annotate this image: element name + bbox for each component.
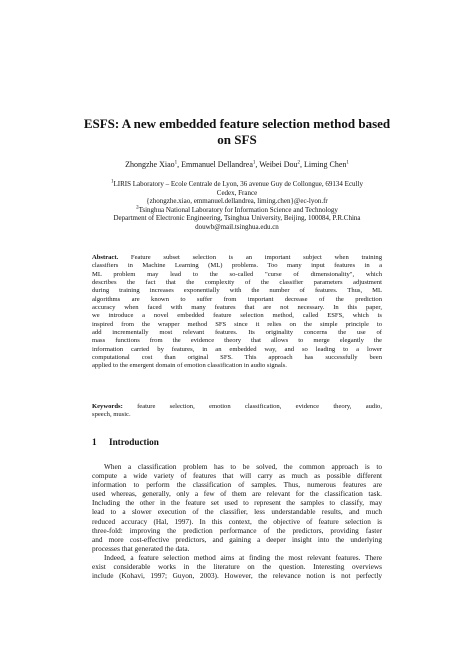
paragraph [92, 553, 382, 580]
text-line: Including the other in the feature set used to represent the samples to classify, may [92, 498, 382, 508]
affiliation-line: Cedex, France [216, 188, 258, 197]
abstract-line: algorithms are known to suffer from important decrease of the prediction [92, 295, 382, 303]
author-name: Weibei Dou [259, 160, 298, 169]
section-title: Introduction [109, 437, 159, 447]
text-line: reduced accuracy (Hal, 1997). In this context, the objective of feature selection is [92, 516, 382, 526]
affiliation-line: Department of Electronic Engineering, Tsinghua University, Beijing, 100084, P.R.China [113, 214, 361, 223]
keywords-label: Keywords: [92, 403, 123, 410]
abstract-line: computational cost than original SFS. This approach has successfully been [92, 354, 382, 362]
text-line: processes that generated the data. [92, 543, 190, 553]
text-line: three-fold: improving the prediction performance of the predictors, providing faster [92, 525, 382, 535]
section-number: 1 [92, 437, 97, 447]
affiliation-text: LIRIS Laboratory – Ecole Centrale de Lyon, 36 avenue Guy de Collongue, 69134 Ecully [113, 180, 363, 188]
author-name: Liming Chen [303, 160, 347, 169]
text-line: When a classification problem has to be solved, the common approach is to [104, 462, 382, 471]
introduction-body [92, 462, 382, 580]
text-line: Indeed, a feature selection method aims at finding the most relevant features. There [104, 552, 382, 562]
text-line: include (Kohavi, 1997; Guyon, 2003). However, the relevance notion is not perfectly [92, 571, 382, 581]
section-heading [92, 436, 159, 448]
abstract-line: describes the fact that the complexity of the classifier parameters adjustment [92, 279, 382, 287]
abstract-line: Feature subset selection is an important subject when training [130, 254, 382, 261]
keywords [92, 403, 382, 420]
abstract-label: Abstract. [92, 254, 119, 261]
author-name: Zhongzhe Xiao [125, 160, 175, 169]
paragraph [92, 462, 382, 553]
affiliation-email: {zhongzhe.xiao, emmanuel.dellandrea, liming.chen}@ec-lyon.fr [146, 197, 328, 206]
text-line: compute a wide variety of features that will carry as much as possible different [92, 471, 382, 481]
affiliation-mark: 1 [111, 179, 114, 185]
text-line: exist considerable works in the literature on the question. Interesting overviews [92, 562, 382, 572]
affiliation-text: Tsinghua National Laboratory for Information Science and Technology [138, 205, 338, 214]
author-affiliation-mark: 1 [174, 160, 178, 166]
abstract-line: inspired from the wrapper method SFS since it relies on the simple principle to [92, 320, 382, 328]
paper-title [60, 116, 414, 148]
abstract [92, 254, 382, 371]
text-line: used whereas, generally, only a few of them are relevant for the classification task. [92, 489, 382, 499]
text-line: lead to a slower execution of the classifier, less understandable results, and much [92, 507, 382, 517]
affiliations [40, 180, 434, 232]
title-line-2: on SFS [217, 132, 257, 147]
author-affiliation-mark: 1 [252, 160, 256, 166]
author-affiliation-mark: 1 [346, 160, 349, 166]
abstract-line: mass functions from the evidence theory that allows to merge elegantly the [92, 337, 382, 345]
affiliation-line [40, 180, 434, 189]
abstract-line: during training increases exponentially with the number of features. Thus, ML [92, 287, 382, 295]
title-line-1: ESFS: A new embedded feature selection method based [83, 116, 391, 131]
abstract-line: information carried by features, in an embedded way, and so leading to a lower [92, 345, 382, 353]
affiliation-email: douwb@mail.tsinghua.edu.cn [195, 222, 279, 231]
text-line: and more cost-effective predictors, and gaining a deeper insight into the underlying [92, 534, 382, 544]
author-affiliation-mark: 2 [297, 160, 300, 166]
author-list: Zhongzhe Xiao$^1$, Emmanuel Dellandrea$^1$, Weibei Dou$^2$, Liming Chen$^1$ [125, 160, 349, 169]
keywords-line: feature selection, emotion classification, evidence theory, audio, [137, 403, 382, 410]
abstract-line: we introduce a novel embedded feature selection method, called ESFS, which is [92, 312, 382, 320]
abstract-line: classifiers in Machine Learning (ML) problems. Too many input features in a [92, 262, 382, 270]
text-line: information to perform the classification of samples. Thus, numerous features are [92, 480, 382, 490]
abstract-line: applied to the emergent domain of emotion classification in audio signals. [92, 362, 287, 370]
author-name: Emmanuel Dellandrea [181, 160, 253, 169]
abstract-line: ML problem may lead to the so-called "curse of dimensionality", which [92, 270, 382, 278]
affiliation-mark: 2 [136, 205, 139, 211]
affiliation-line [40, 206, 434, 215]
abstract-line: accuracy when faced with many features that are not necessary. In this paper, [92, 304, 382, 312]
keywords-line: speech, music. [92, 411, 131, 419]
abstract-line: add incrementally most relevant features. Its originality concerns the use of [92, 329, 382, 337]
